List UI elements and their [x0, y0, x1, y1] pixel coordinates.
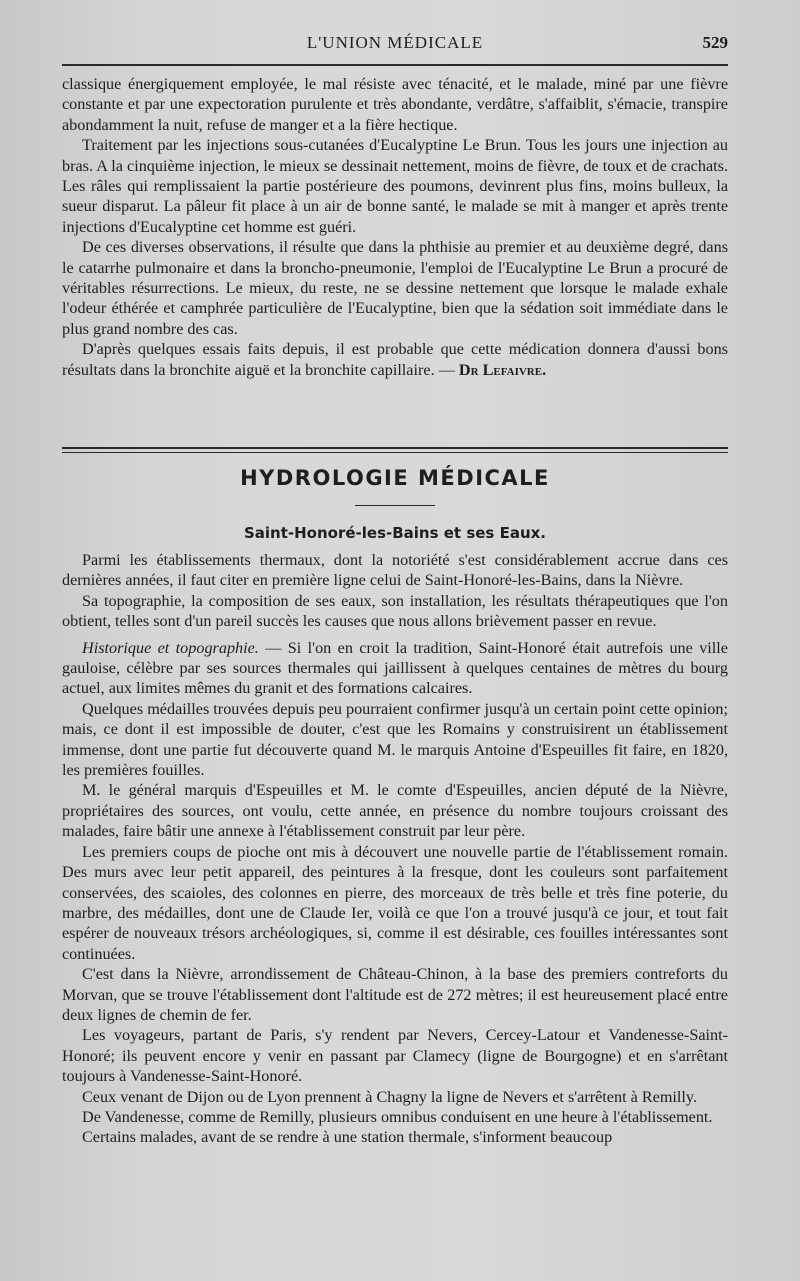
article-body	[62, 550, 728, 1148]
paragraph: Parmi les établissements thermaux, dont la notoriété s'est considérablement accrue dans ces dernières années, il faut citer en première ligne celui de Saint-Honoré-les-Bains, dans la Nièvre.	[62, 551, 728, 590]
paragraph: Ceux venant de Dijon ou de Lyon prennent à Chagny la ligne de Nevers et s'arrêtent à Remilly.	[82, 1087, 698, 1106]
paragraph: Certains malades, avant de se rendre à une station thermale, s'informent beaucoup	[82, 1128, 613, 1147]
title-rule	[355, 505, 435, 506]
page-number: 529	[702, 33, 728, 52]
paragraph	[62, 339, 728, 380]
section-title: HYDROLOGIE MÉDICALE	[240, 466, 550, 490]
top-article-text	[62, 74, 728, 380]
paragraph	[62, 638, 728, 699]
paragraph: Les voyageurs, partant de Paris, s'y rendent par Nevers, Cercey-Latour et Vandenesse-Saint-Honoré; ils peuvent encore y venir en passant par Clamecy (ligne de Bourgogne) et en s'arrêtant toujours à Vandenesse-Saint-Honoré.	[62, 1026, 728, 1086]
paragraph-text: D'après quelques essais faits depuis, il est probable que cette médication donnera d'aussi bons résultats dans la bronchite aiguë et la bronchite capillaire. —	[62, 340, 728, 379]
paragraph: Sa topographie, la composition de ses eaux, son installation, les résultats thérapeutiques que l'on obtient, telles sont d'un pareil succès les causes que nous allons brièvement passer en revue.	[62, 591, 728, 631]
paragraph: classique énergiquement employée, le mal résiste avec ténacité, et le malade, miné par une fièvre constante et par une expectoration purulente et très abondante, verdâtre, s'affaiblit, s'émacie, transpire abondamment la nuit, refuse de manger et a la fière hectique.	[62, 75, 728, 134]
paragraph: Les premiers coups de pioche ont mis à découvert une nouvelle partie de l'établissement romain. Des murs avec leur petit appareil, des peintures à la fresque, dont les couleurs sont parfaitement conservées, des scaioles, des colonnes en pierre, des morceaux de très belle et très fine poterie, du marbre, des médailles, dont une de Claude Ier, voilà ce que l'on a trouvé jusqu'à ce jour, et tout fait espérer de nouveaux trésors archéologiques, si, comme il est désirable, ces fouilles intéressantes sont continuées.	[62, 842, 728, 963]
paragraph: De ces diverses observations, il résulte que dans la phthisie au premier et au deuxième degré, dans le catarrhe pulmonaire et dans la broncho-pneumonie, l'emploi de l'Eucalyptine Le Brun a procuré de véritables résurrections. Le mieux, du reste, ne se dessine nettement que lorsque le malade exhale l'odeur éthérée et camphrée particulière de l'Eucalyptine, bien que la sédation soit immédiate dans le plus grand nombre des cas.	[62, 238, 728, 338]
section-divider	[62, 447, 728, 453]
paragraph-lead: Historique et topographie.	[82, 638, 259, 657]
paragraph-text: — Si l'on en croit la tradition, Saint-Honoré était autrefois une ville gauloise, célèbre par ses sources thermales qui jaillissent à quelques centaines de mètres du bourg actuel, aux limites mêmes du granit et des formations calcaires.	[62, 638, 728, 698]
paragraph: Quelques médailles trouvées depuis peu pourraient confirmer jusqu'à un certain point cette opinion; mais, ce dont il est impossible de douter, c'est que les Romains y construisirent un établissement immense, dont une partie fut découverte quand M. le marquis Antoine d'Espeuilles fit faire, en 1820, les premières fouilles.	[62, 699, 728, 780]
paragraph: M. le général marquis d'Espeuilles et M. le comte d'Espeuilles, ancien député de la Nièvre, propriétaires des sources, ont voulu, cette année, en présence du nombre toujours croissant des malades, faire bâtir une annexe à l'établissement construit par leur père.	[62, 781, 728, 841]
paragraph: De Vandenesse, comme de Remilly, plusieurs omnibus conduisent en une heure à l'établissement.	[82, 1107, 713, 1126]
paragraph: C'est dans la Nièvre, arrondissement de Château-Chinon, à la base des premiers contreforts du Morvan, que se trouve l'établissement dont l'altitude est de 272 mètres; il est heureusement placé entre deux lignes de chemin de fer.	[62, 965, 728, 1024]
article-subtitle: Saint-Honoré-les-Bains et ses Eaux.	[243, 524, 546, 542]
header-rule	[62, 64, 728, 66]
paragraph: Traitement par les injections sous-cutanées d'Eucalyptine Le Brun. Tous les jours une injection au bras. A la cinquième injection, le mieux se dessinait nettement, moins de fièvre, de toux et de crachats. Les râles qui remplissaient la partie postérieure des poumons, devinrent plus fins, moins bulleux, la sueur disparut. La pâleur fit place à un air de bonne santé, le malade se mit à manger et après trente injections d'Eucalyptine cet homme est guéri.	[62, 136, 728, 236]
journal-title: L'UNION MÉDICALE	[306, 33, 484, 52]
author-signature: Dr Lefaivre.	[458, 360, 547, 379]
running-header	[62, 30, 728, 58]
